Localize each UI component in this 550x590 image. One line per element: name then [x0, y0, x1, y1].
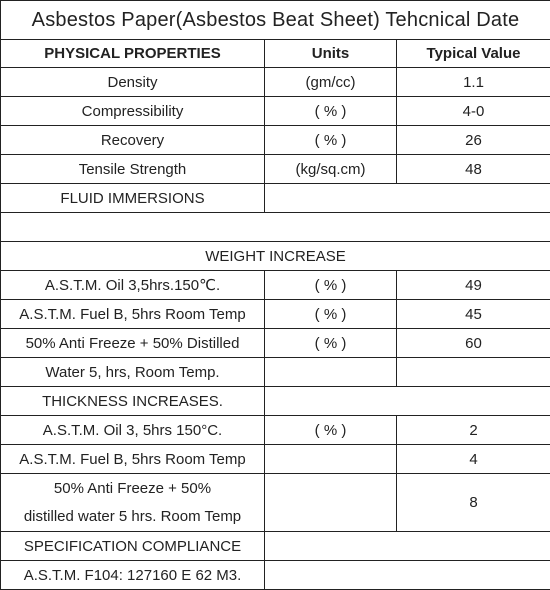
property-units: ( % )	[265, 300, 397, 329]
antifreeze-label-line2: distilled water 5 hrs. Room Temp	[1, 503, 265, 532]
property-units: (gm/cc)	[265, 68, 397, 97]
specification-compliance-label: SPECIFICATION COMPLIANCE	[1, 532, 265, 561]
antifreeze-value: 8	[397, 474, 550, 532]
property-label: Water 5, hrs, Room Temp.	[1, 358, 265, 387]
property-value: 2	[397, 416, 550, 445]
property-units: ( % )	[265, 97, 397, 126]
property-label: Tensile Strength	[1, 155, 265, 184]
property-label: A.S.T.M. Oil 3,5hrs.150℃.	[1, 271, 265, 300]
property-units: ( % )	[265, 329, 397, 358]
property-value: 48	[397, 155, 550, 184]
table-row	[1, 416, 550, 445]
thickness-increases-heading: THICKNESS INCREASES.	[1, 387, 265, 416]
table-row	[1, 271, 550, 300]
property-units: ( % )	[265, 416, 397, 445]
header-typical-value: Typical Value	[397, 40, 550, 68]
antifreeze-label-line1: 50% Anti Freeze + 50%	[1, 474, 265, 503]
property-units	[265, 358, 397, 387]
property-units: (kg/sq.cm)	[265, 155, 397, 184]
table-row	[1, 445, 550, 474]
header-row	[1, 40, 550, 68]
header-units: Units	[265, 40, 397, 68]
blank-row	[1, 213, 550, 242]
property-units: ( % )	[265, 126, 397, 155]
property-value: 26	[397, 126, 550, 155]
property-label: 50% Anti Freeze + 50% Distilled	[1, 329, 265, 358]
property-value: 4-0	[397, 97, 550, 126]
table-row	[1, 126, 550, 155]
property-value: 60	[397, 329, 550, 358]
property-label: A.S.T.M. Oil 3, 5hrs 150°C.	[1, 416, 265, 445]
fluid-immersions-row	[1, 184, 550, 213]
specification-compliance-row	[1, 532, 550, 561]
table-row	[1, 300, 550, 329]
property-units	[265, 445, 397, 474]
property-value: 1.1	[397, 68, 550, 97]
property-label: Recovery	[1, 126, 265, 155]
empty-cell	[265, 184, 550, 213]
thickness-increases-row	[1, 387, 550, 416]
empty-cell	[1, 213, 550, 242]
property-label: Density	[1, 68, 265, 97]
table-row	[1, 68, 550, 97]
empty-cell	[265, 474, 397, 532]
property-label: A.S.T.M. Fuel B, 5hrs Room Temp	[1, 445, 265, 474]
astm-spec-label: A.S.T.M. F104: 127160 E 62 M3.	[1, 561, 265, 590]
weight-increase-heading-row	[1, 242, 550, 271]
property-value: 49	[397, 271, 550, 300]
table-row	[1, 358, 550, 387]
property-units: ( % )	[265, 271, 397, 300]
table-row	[1, 155, 550, 184]
property-label: Compressibility	[1, 97, 265, 126]
weight-increase-heading: WEIGHT INCREASE	[1, 242, 550, 271]
property-label: A.S.T.M. Fuel B, 5hrs Room Temp	[1, 300, 265, 329]
empty-cell	[265, 532, 550, 561]
empty-cell	[265, 387, 550, 416]
table-row	[1, 329, 550, 358]
table-row	[1, 97, 550, 126]
table-row	[1, 474, 550, 503]
astm-spec-row	[1, 561, 550, 590]
header-physical-properties: PHYSICAL PROPERTIES	[1, 40, 265, 68]
fluid-immersions-label: FLUID IMMERSIONS	[1, 184, 265, 213]
empty-cell	[265, 561, 550, 590]
property-value: 45	[397, 300, 550, 329]
sheet-title: Asbestos Paper(Asbestos Beat Sheet) Tehcnical Date	[1, 1, 550, 40]
property-value	[397, 358, 550, 387]
property-value: 4	[397, 445, 550, 474]
